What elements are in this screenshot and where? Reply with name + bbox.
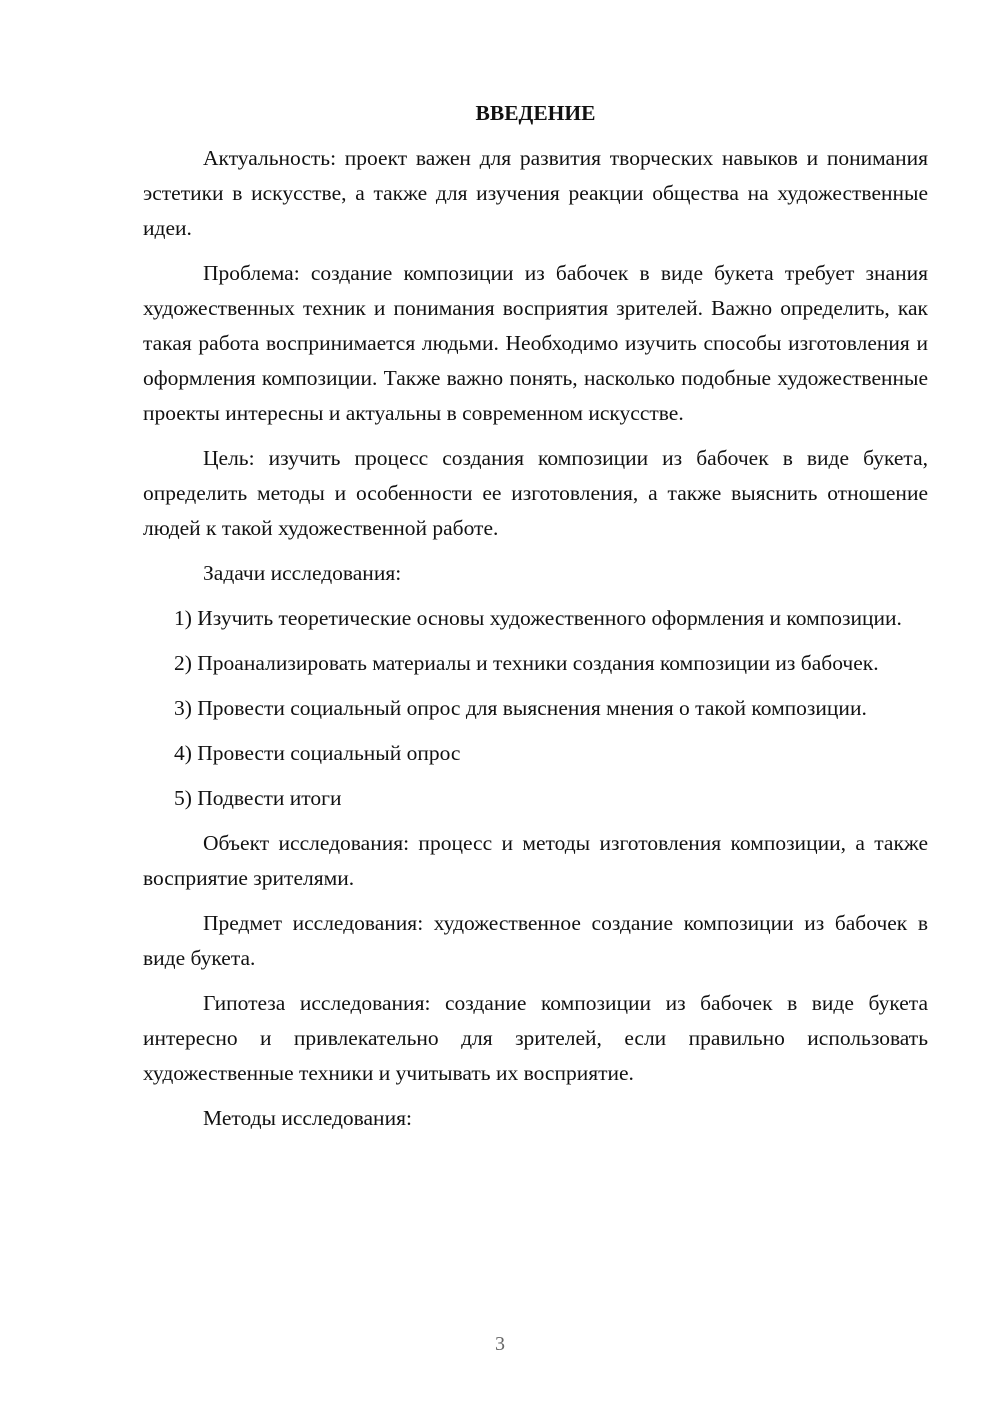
- paragraph-goal: Цель: изучить процесс создания композиции из бабочек в виде букета, определить методы и особенности ее изготовления, а также выяснить отношение людей к такой художественной работе.: [143, 446, 928, 540]
- paragraph-problem: Проблема: создание композиции из бабочек в виде букета требует знания художественных техник и понимания восприятия зрителей. Важно определить, как такая работа воспринимается людьми. Необходимо изучить способы изготовления и оформления композиции. Также важно понять, насколько подобные художественные проекты интересны и актуальны в современном искусстве.: [143, 261, 928, 425]
- task-item-4: 4) Провести социальный опрос: [174, 741, 461, 765]
- page-number: 3: [495, 1333, 505, 1355]
- task-item-1: 1) Изучить теоретические основы художественного оформления и композиции.: [174, 606, 902, 630]
- paragraph-tasks-heading: Задачи исследования:: [203, 561, 402, 585]
- section-title: ВВЕДЕНИЕ: [475, 101, 596, 125]
- paragraph-methods: Методы исследования:: [203, 1106, 412, 1130]
- paragraph-subject: Предмет исследования: художественное создание композиции из бабочек в виде букета.: [143, 911, 928, 970]
- paragraph-object: Объект исследования: процесс и методы изготовления композиции, а также восприятие зрителями.: [143, 831, 928, 890]
- page-content: [143, 96, 928, 1136]
- task-item-5: 5) Подвести итоги: [174, 786, 342, 810]
- paragraph-relevance: Актуальность: проект важен для развития творческих навыков и понимания эстетики в искусстве, а также для изучения реакции общества на художественные идеи.: [143, 146, 928, 240]
- task-item-2: 2) Проанализировать материалы и техники создания композиции из бабочек.: [174, 651, 879, 675]
- task-item-3: 3) Провести социальный опрос для выяснения мнения о такой композиции.: [174, 696, 867, 720]
- paragraph-hypothesis: Гипотеза исследования: создание композиции из бабочек в виде букета интересно и привлекательно для зрителей, если правильно использовать художественные техники и учитывать их восприятие.: [143, 991, 928, 1085]
